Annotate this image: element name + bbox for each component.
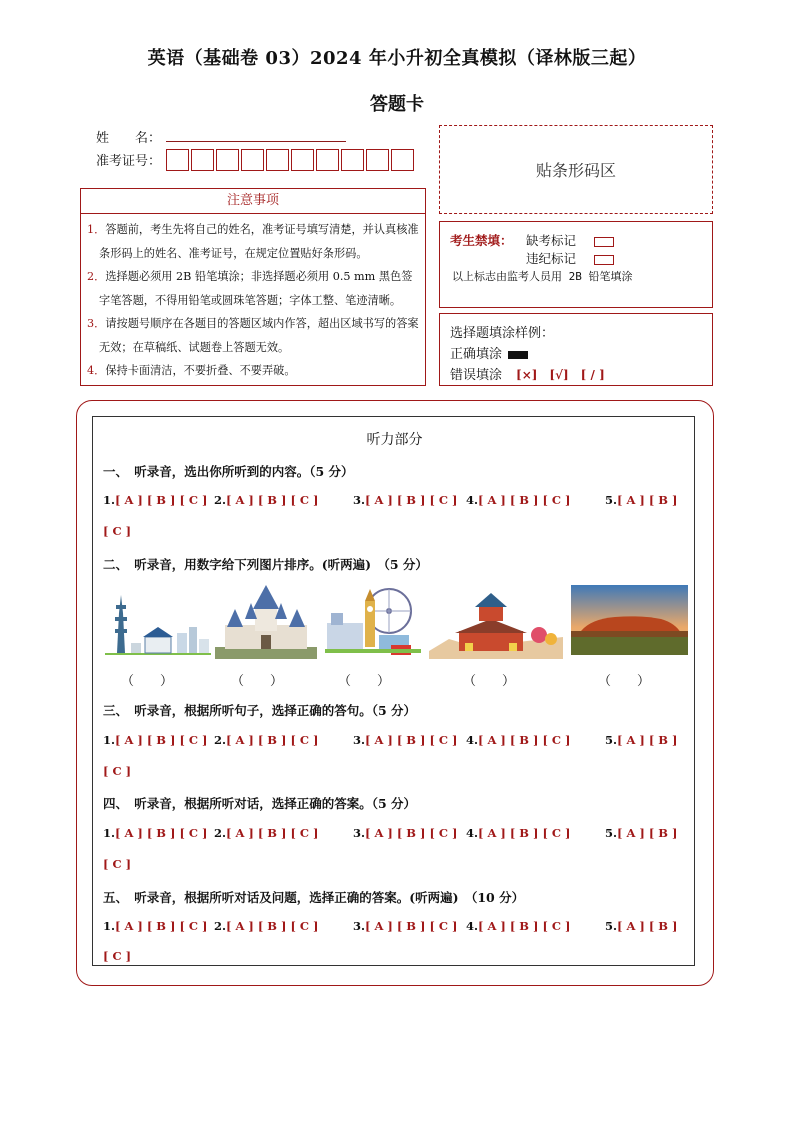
q3-5-options[interactable]: 5.[ A ] [ B ] (605, 733, 678, 747)
q1-5-option-c[interactable]: [ C ] (103, 524, 132, 538)
q3-2-options[interactable]: 2.[ A ] [ B ] [ C ] (214, 733, 319, 747)
london-eye-big-ben-image (325, 583, 421, 659)
exam-id-digit-box[interactable] (166, 149, 189, 171)
taipei-landmarks-image (105, 583, 211, 659)
fill-sample-box (439, 313, 713, 386)
q1-4-options[interactable]: 4.[ A ] [ B ] [ C ] (466, 493, 571, 507)
q5-1-options[interactable]: 1.[ A ] [ B ] [ C ] (103, 919, 208, 933)
violation-mark-label: 违纪标记 (526, 251, 577, 266)
q4-1-options[interactable]: 1.[ A ] [ B ] [ C ] (103, 826, 208, 840)
q5-5-option-c[interactable]: [ C ] (103, 949, 132, 963)
q5-3-options[interactable]: 3.[ A ] [ B ] [ C ] (353, 919, 458, 933)
correct-fill-label: 正确填涂 (450, 347, 503, 362)
absent-mark-box[interactable] (594, 237, 614, 247)
exam-id-digit-box[interactable] (216, 149, 239, 171)
proctor-only-box (439, 221, 713, 308)
q4-4-options[interactable]: 4.[ A ] [ B ] [ C ] (466, 826, 571, 840)
exam-id-digit-box[interactable] (366, 149, 389, 171)
q3-3-options[interactable]: 3.[ A ] [ B ] [ C ] (353, 733, 458, 747)
q5-5-options[interactable]: 5.[ A ] [ B ] (605, 919, 678, 933)
uluru-rock-image (571, 585, 688, 655)
q3-1-options[interactable]: 1.[ A ] [ B ] [ C ] (103, 733, 208, 747)
exam-id-digit-box[interactable] (316, 149, 339, 171)
absent-mark-label: 缺考标记 (526, 233, 577, 248)
exam-id-digit-box[interactable] (391, 149, 414, 171)
listening-section (92, 416, 695, 966)
forbidden-city-great-wall-image (429, 587, 563, 659)
order-paren-2[interactable]: （ ） (231, 674, 284, 689)
name-label: 姓 名： (96, 131, 162, 146)
q5-4-options[interactable]: 4.[ A ] [ B ] [ C ] (466, 919, 571, 933)
q3-4-options[interactable]: 4.[ A ] [ B ] [ C ] (466, 733, 571, 747)
q4-5-option-c[interactable]: [ C ] (103, 857, 132, 871)
proctor-note: 以上标志由监考人员用 2B 铅笔填涂 (452, 270, 633, 283)
q1-2-options[interactable]: 2.[ A ] [ B ] [ C ] (214, 493, 319, 507)
page-title: 英语（基础卷 03）2024 年小升初全真模拟（译林版三起） (147, 48, 647, 69)
name-field[interactable] (166, 141, 346, 142)
order-paren-3[interactable]: （ ） (338, 674, 391, 689)
exam-id-digit-box[interactable] (341, 149, 364, 171)
exam-id-digit-box[interactable] (291, 149, 314, 171)
violation-mark-box[interactable] (594, 255, 614, 265)
listening-title: 听力部分 (366, 432, 423, 448)
correct-fill-mark (508, 351, 528, 359)
q3-5-option-c[interactable]: [ C ] (103, 764, 132, 778)
q1-1-options[interactable]: 1.[ A ] [ B ] [ C ] (103, 493, 208, 507)
order-paren-1[interactable]: （ ） (121, 674, 174, 689)
barcode-area (439, 125, 713, 214)
q4-3-options[interactable]: 3.[ A ] [ B ] [ C ] (353, 826, 458, 840)
fill-sample-title: 选择题填涂样例： (450, 326, 555, 341)
barcode-label: 贴条形码区 (535, 161, 616, 180)
exam-id-digit-box[interactable] (241, 149, 264, 171)
q5-2-options[interactable]: 2.[ A ] [ B ] [ C ] (214, 919, 319, 933)
order-paren-5[interactable]: （ ） (598, 674, 651, 689)
page-subtitle: 答题卡 (370, 94, 424, 115)
fairy-castle-image (215, 585, 317, 659)
q1-5-options[interactable]: 5.[ A ] [ B ] (605, 493, 678, 507)
note-item: 3．请按题号顺序在各题目的答题区域内作答，超出区域书写的答案无效；在草稿纸、试题卷上答题无效。 (87, 317, 419, 354)
q4-2-options[interactable]: 2.[ A ] [ B ] [ C ] (214, 826, 319, 840)
wrong-fill-label: 错误填涂 (450, 368, 503, 383)
section-3-heading: 三、 听录音，根据所听句子，选择正确的答句。（5 分） (103, 703, 417, 718)
wrong-fill-marks: [×] [√] [ / ] (516, 368, 605, 382)
proctor-only-label: 考生禁填： (450, 233, 513, 248)
note-item: 2．选择题必须用 2B 铅笔填涂；非选择题必须用 0.5 mm 黑色签字笔答题，不得用铅笔或圆珠笔答题；字体工整、笔迹清晰。 (87, 270, 413, 307)
q1-3-options[interactable]: 3.[ A ] [ B ] [ C ] (353, 493, 458, 507)
exam-id-digit-box[interactable] (191, 149, 214, 171)
section-1-heading: 一、 听录音，选出你所听到的内容。（5 分） (103, 464, 354, 479)
section-5-heading: 五、 听录音，根据所听对话及问题，选择正确的答案。(听两遍) （10 分） (103, 890, 525, 905)
section-2-heading: 二、 听录音，用数字给下列图片排序。(听两遍) （5 分） (103, 557, 428, 572)
exam-id-label: 准考证号： (96, 154, 162, 169)
order-paren-4[interactable]: （ ） (463, 674, 516, 689)
notes-title: 注意事项 (81, 189, 425, 214)
q4-5-options[interactable]: 5.[ A ] [ B ] (605, 826, 678, 840)
notes-box (80, 188, 426, 386)
note-item: 1．答题前，考生先将自己的姓名，准考证号填写清楚，并认真核准条形码上的姓名、准考证号，在规定位置贴好条形码。 (87, 223, 419, 260)
exam-id-boxes (166, 149, 416, 171)
exam-id-digit-box[interactable] (266, 149, 289, 171)
section-4-heading: 四、 听录音，根据所听对话，选择正确的答案。（5 分） (103, 796, 417, 811)
note-item: 4．保持卡面清洁，不要折叠、不要弄破。 (87, 364, 296, 377)
